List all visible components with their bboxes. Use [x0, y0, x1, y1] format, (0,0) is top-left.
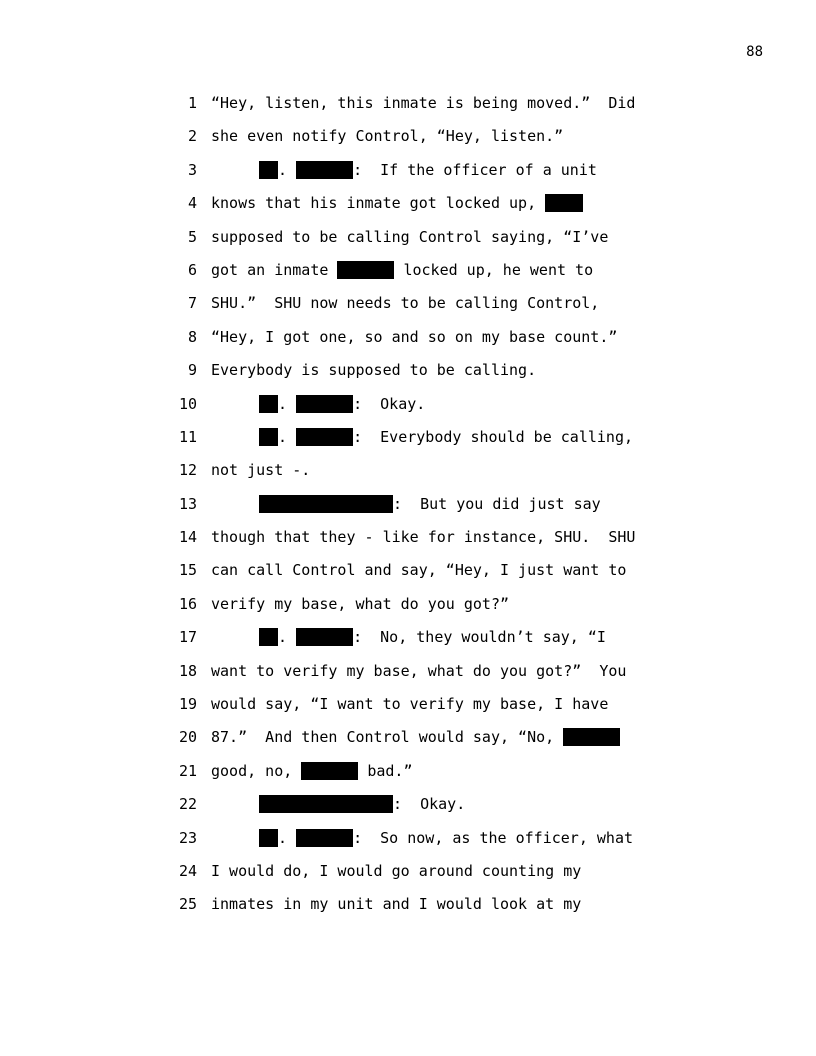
text-fragment: : But you did just say [393, 494, 601, 513]
redaction-box [296, 428, 353, 446]
transcript-body [0, 93, 816, 928]
line-text: not just -. [211, 461, 311, 480]
line-number: 6 [187, 260, 197, 279]
line-text: verify my base, what do you got?” [211, 594, 510, 613]
line-text: “Hey, I got one, so and so on my base count.” [211, 327, 618, 346]
line-number: 12 [178, 461, 197, 480]
text-fragment: . [278, 394, 288, 413]
redaction-box [259, 628, 278, 646]
line-number: 16 [178, 594, 197, 613]
text-fragment: : Everybody should be calling, [353, 427, 634, 446]
transcript-line [0, 727, 816, 760]
text-fragment: . [278, 427, 288, 446]
transcript-line [0, 494, 816, 527]
text-fragment: : No, they wouldn’t say, “I [353, 628, 606, 647]
line-text [259, 394, 425, 414]
line-number: 1 [187, 94, 197, 112]
line-text: I would do, I would go around counting my [211, 861, 582, 880]
transcript-line [0, 427, 816, 460]
line-text [259, 627, 606, 647]
line-text: can call Control and say, “Hey, I just want to [211, 561, 627, 580]
transcript-line [0, 126, 816, 159]
line-number: 4 [187, 194, 197, 213]
line-number: 25 [178, 895, 197, 914]
transcript-line [0, 160, 816, 193]
line-text: want to verify my base, what do you got?” You [211, 661, 627, 680]
transcript-line [0, 794, 816, 827]
transcript-line [0, 394, 816, 427]
transcript-line [0, 527, 816, 560]
redaction-box [296, 829, 353, 847]
line-text [211, 193, 583, 213]
transcript-line [0, 227, 816, 260]
text-fragment: locked up, he went to [394, 260, 594, 279]
transcript-line [0, 627, 816, 660]
line-number: 8 [187, 327, 197, 346]
line-number: 18 [178, 661, 197, 680]
redaction-box [301, 762, 358, 780]
transcript-line [0, 360, 816, 393]
line-number: 14 [178, 528, 197, 547]
page-number: 88 [746, 44, 763, 60]
line-number: 5 [187, 227, 197, 246]
redaction-box [296, 395, 353, 413]
line-text [211, 727, 620, 747]
redaction-box [259, 495, 393, 513]
redaction-box [259, 395, 278, 413]
text-fragment: : If the officer of a unit [353, 160, 597, 179]
redaction-box [563, 728, 620, 746]
text-fragment: : Okay. [393, 795, 466, 814]
line-number: 15 [178, 561, 197, 580]
line-number: 22 [178, 795, 197, 814]
line-number: 2 [187, 127, 197, 146]
text-fragment: . [278, 628, 288, 647]
line-text [259, 794, 465, 814]
line-number: 11 [178, 427, 197, 446]
line-text: though that they - like for instance, SHU. SHU [211, 528, 636, 547]
transcript-line [0, 594, 816, 627]
transcript-line [0, 93, 816, 126]
line-text: supposed to be calling Control saying, “I’ve [211, 227, 609, 246]
line-number: 19 [178, 695, 197, 714]
transcript-line [0, 694, 816, 727]
transcript-line [0, 260, 816, 293]
text-fragment: good, no, [211, 761, 302, 780]
transcript-line [0, 894, 816, 927]
redaction-box [259, 829, 278, 847]
transcript-line [0, 828, 816, 861]
line-text: Everybody is supposed to be calling. [211, 361, 537, 380]
redaction-box [296, 161, 353, 179]
line-text: SHU.” SHU now needs to be calling Control, [211, 294, 600, 313]
line-number: 23 [178, 828, 197, 847]
text-fragment: : So now, as the officer, what [353, 828, 634, 847]
text-fragment: . [278, 828, 288, 847]
transcript-line [0, 293, 816, 326]
text-fragment: . [278, 160, 288, 179]
redaction-box [259, 795, 393, 813]
line-number: 3 [187, 160, 197, 179]
redaction-box [259, 428, 278, 446]
line-text: would say, “I want to verify my base, I have [211, 695, 609, 714]
transcript-line [0, 761, 816, 794]
text-fragment: got an inmate [211, 260, 338, 279]
transcript-line [0, 193, 816, 226]
line-number: 21 [178, 761, 197, 780]
line-text [259, 494, 601, 514]
line-number: 7 [187, 294, 197, 313]
redaction-box [296, 628, 353, 646]
transcript-line [0, 661, 816, 694]
redaction-box [259, 161, 278, 179]
line-text: “Hey, listen, this inmate is being moved.” Did [211, 94, 636, 112]
line-number: 9 [187, 361, 197, 380]
line-text [259, 160, 597, 180]
line-number: 10 [178, 394, 197, 413]
line-number: 20 [178, 728, 197, 747]
transcript-line [0, 460, 816, 493]
redaction-box [545, 194, 583, 212]
line-number: 24 [178, 861, 197, 880]
transcript-line [0, 861, 816, 894]
line-number: 17 [178, 628, 197, 647]
line-text [211, 260, 593, 280]
line-text: inmates in my unit and I would look at my [211, 895, 582, 914]
text-fragment: 87.” And then Control would say, “No, [211, 728, 564, 747]
transcript-line [0, 327, 816, 360]
redaction-box [337, 261, 394, 279]
text-fragment: bad.” [358, 761, 413, 780]
line-text [259, 427, 633, 447]
line-text [259, 828, 633, 848]
line-text [211, 761, 413, 781]
transcript-line [0, 560, 816, 593]
text-fragment: knows that his inmate got locked up, [211, 194, 546, 213]
text-fragment: : Okay. [353, 394, 426, 413]
line-number: 13 [178, 494, 197, 513]
line-text: she even notify Control, “Hey, listen.” [211, 127, 564, 146]
